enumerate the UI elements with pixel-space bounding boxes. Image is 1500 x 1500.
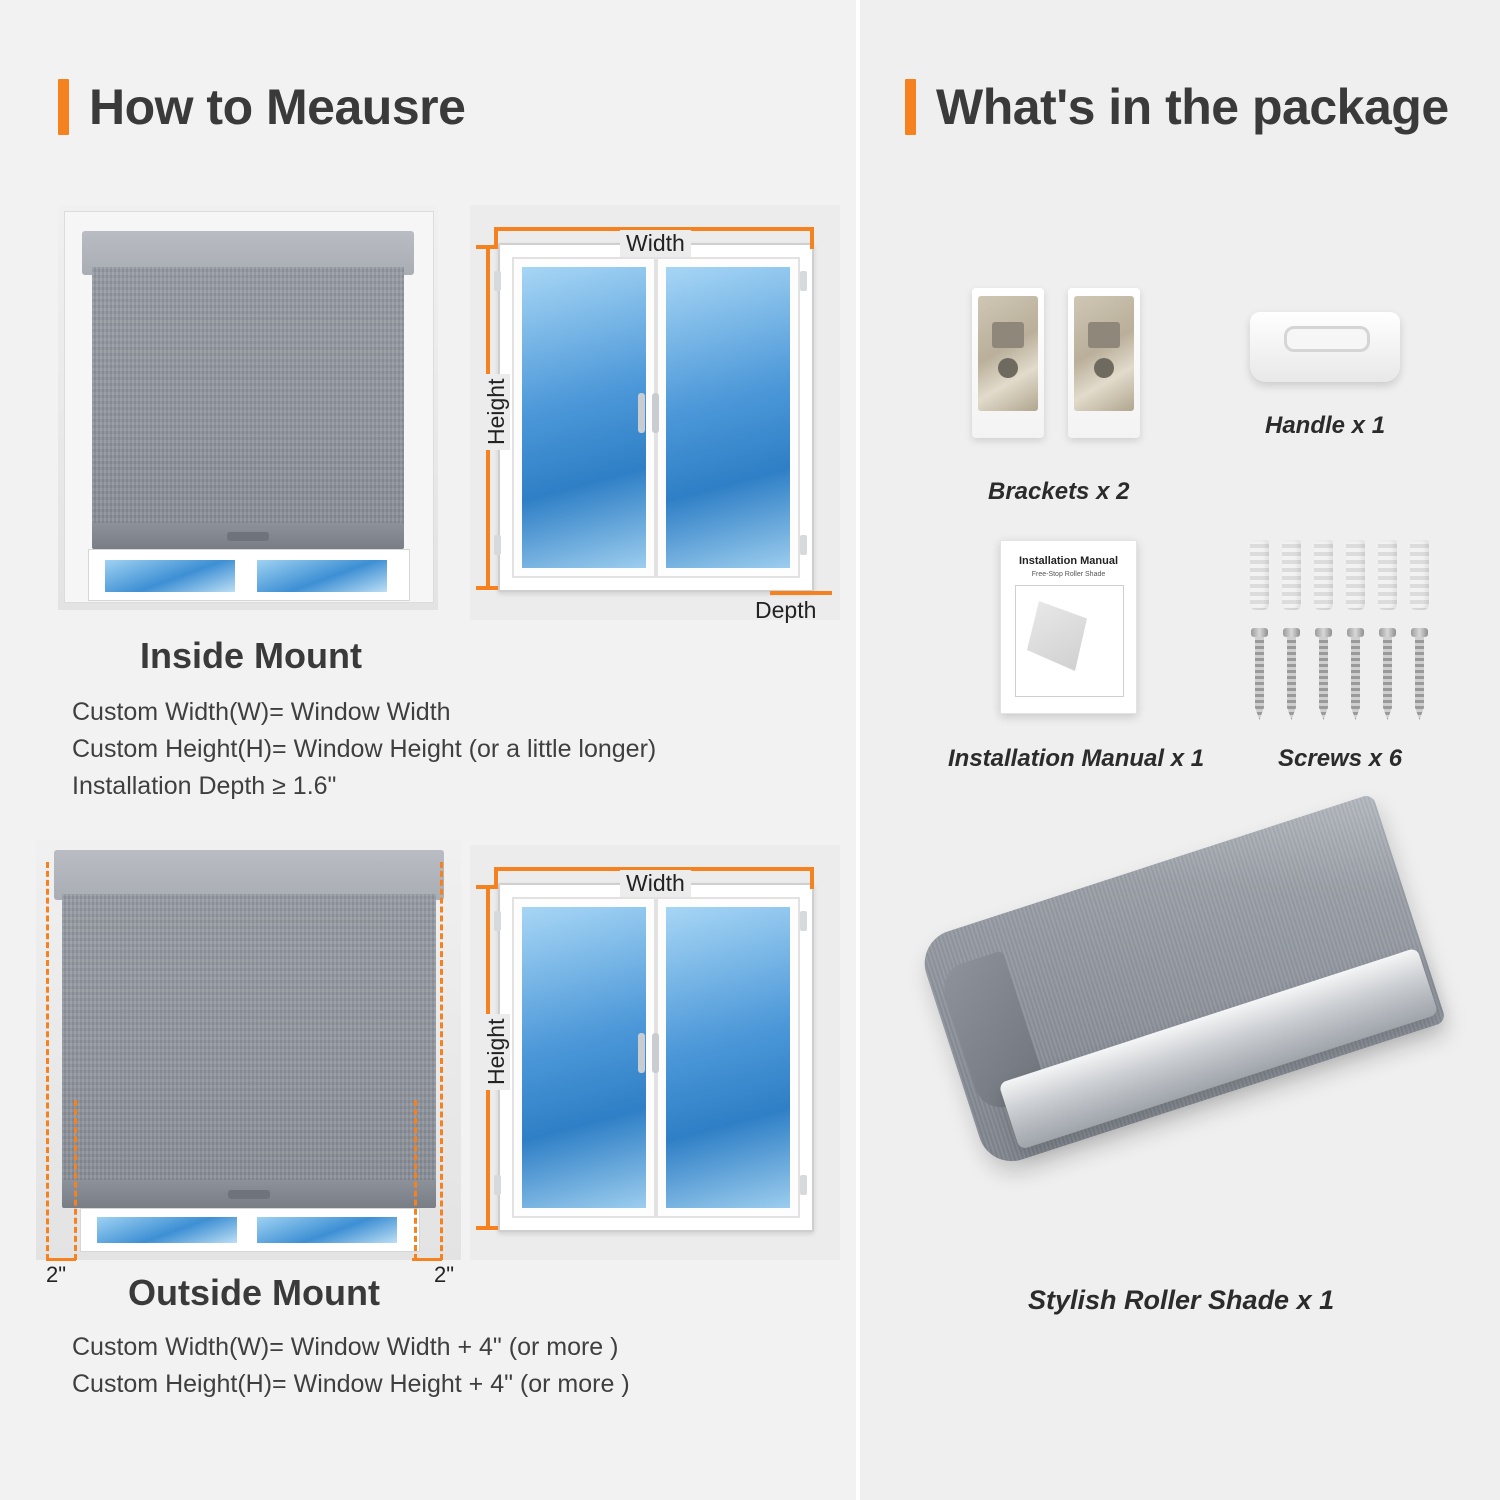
screw-head xyxy=(1347,628,1364,637)
outside-spec-line-2: Custom Height(H)= Window Height + 4" (or more ) xyxy=(72,1370,630,1398)
depth-dimension-line xyxy=(770,591,832,595)
screw-head xyxy=(1411,628,1428,637)
overhang-dash-inner-right xyxy=(414,1100,417,1260)
window-glass-right xyxy=(254,557,390,595)
handle-icon xyxy=(1250,312,1400,382)
height-cap-bottom-outside xyxy=(476,1226,498,1230)
window-hinge-bottom-left-outside xyxy=(494,1175,501,1195)
screw-head xyxy=(1315,628,1332,637)
height-label: Height xyxy=(483,374,510,450)
window-handle-right-outside xyxy=(652,1033,659,1073)
screw-icon xyxy=(1251,628,1268,720)
window-handle-left xyxy=(638,393,645,433)
wall-anchor-icon xyxy=(1250,540,1269,610)
screw-shaft xyxy=(1319,637,1328,720)
width-label-outside: Width xyxy=(620,870,691,897)
handle-label: Handle x 1 xyxy=(1265,412,1386,439)
inside-mount-photo xyxy=(58,205,438,610)
package-heading xyxy=(905,78,1449,136)
window-hinge-top-left xyxy=(494,271,501,291)
inside-spec-line-2: Custom Height(H)= Window Height (or a little longer) xyxy=(72,735,657,763)
width-cap-right-outside xyxy=(810,867,814,889)
bracket-icon xyxy=(972,288,1044,438)
screw-icon xyxy=(1283,628,1300,720)
window-hinge-top-right-outside xyxy=(800,911,807,931)
overhang-dash-left xyxy=(46,862,49,1260)
bracket-hole xyxy=(998,358,1018,378)
package-heading-text: What's in the package xyxy=(936,79,1449,135)
handle-grip xyxy=(1284,326,1370,352)
screw-head xyxy=(1283,628,1300,637)
depth-label: Depth xyxy=(755,597,817,623)
bracket-slot xyxy=(1088,322,1120,348)
shade-bottom-rail-outside xyxy=(62,1180,436,1208)
inside-mount-title: Inside Mount xyxy=(140,635,362,676)
manual-cover-subtitle: Free-Stop Roller Shade xyxy=(1031,571,1106,578)
height-cap-top xyxy=(476,245,498,249)
bracket-metal-body xyxy=(978,296,1038,411)
inside-spec-line-3: Installation Depth ≥ 1.6" xyxy=(72,772,337,800)
wall-anchor-icon xyxy=(1410,540,1429,610)
shade-fabric xyxy=(92,267,404,527)
window-sash-left-outside xyxy=(512,897,656,1218)
overhang-cap-right xyxy=(412,1258,442,1261)
window-glass-left xyxy=(102,557,238,595)
wall-anchor-icon xyxy=(1378,540,1397,610)
manual-icon xyxy=(1000,540,1137,714)
glass-pane-right xyxy=(666,267,790,568)
roller-shade-icon xyxy=(990,930,1470,1240)
overhang-label-left: 2" xyxy=(46,1262,67,1287)
screw-icon xyxy=(1315,628,1332,720)
wall-anchor-icon xyxy=(1346,540,1365,610)
width-cap-right xyxy=(810,227,814,249)
window-glass-left-outside xyxy=(94,1214,240,1246)
overhang-cap-left xyxy=(46,1258,76,1261)
bracket-slot xyxy=(992,322,1024,348)
window-hinge-bottom-right xyxy=(800,535,807,555)
bracket-hole xyxy=(1094,358,1114,378)
screw-shaft xyxy=(1383,637,1392,720)
screw-icon xyxy=(1411,628,1428,720)
bracket-icon xyxy=(1068,288,1140,438)
inside-spec-line-1: Custom Width(W)= Window Width xyxy=(72,698,451,726)
screws-label: Screws x 6 xyxy=(1278,745,1403,772)
brackets-label: Brackets x 2 xyxy=(988,478,1130,505)
overhang-dash-right xyxy=(440,862,443,1260)
shade-headrail-outside xyxy=(54,850,444,900)
glass-pane-left-outside xyxy=(522,907,646,1208)
bottom-rail-handle xyxy=(227,532,269,541)
bottom-rail-handle-outside xyxy=(228,1190,270,1199)
outside-mount-photo xyxy=(36,840,461,1260)
wall-anchor-icon xyxy=(1314,540,1333,610)
roller-shade-label: Stylish Roller Shade x 1 xyxy=(1028,1285,1335,1315)
bracket-metal-body xyxy=(1074,296,1134,411)
screw-head xyxy=(1251,628,1268,637)
glass-pane-right-outside xyxy=(666,907,790,1208)
glass-pane-left xyxy=(522,267,646,568)
manual-cover-title: Installation Manual xyxy=(1018,555,1118,567)
accent-bar xyxy=(58,79,69,135)
how-to-measure-heading xyxy=(58,78,465,136)
window-sash-left xyxy=(512,257,656,578)
window-hinge-bottom-right-outside xyxy=(800,1175,807,1195)
wall-anchor-icon xyxy=(1282,540,1301,610)
window-handle-left-outside xyxy=(638,1033,645,1073)
window-hinge-bottom-left xyxy=(494,535,501,555)
window-hinge-top-right xyxy=(800,271,807,291)
shade-bottom-rail xyxy=(92,523,404,549)
how-to-measure-heading-text: How to Meausre xyxy=(89,79,466,135)
outside-spec-line-1: Custom Width(W)= Window Width + 4" (or more ) xyxy=(72,1333,619,1361)
outside-mount-dimension-diagram xyxy=(470,845,840,1260)
package-contents-panel xyxy=(860,0,1500,1500)
screw-icon xyxy=(1347,628,1364,720)
window-handle-right xyxy=(652,393,659,433)
shade-fabric-outside xyxy=(62,894,436,1184)
height-cap-bottom xyxy=(476,586,498,590)
overhang-label-right: 2" xyxy=(434,1262,455,1287)
height-label-outside: Height xyxy=(483,1014,510,1090)
screw-shaft xyxy=(1351,637,1360,720)
screw-shaft xyxy=(1415,637,1424,720)
window-glass-right-outside xyxy=(254,1214,400,1246)
manual-label: Installation Manual x 1 xyxy=(948,745,1205,772)
screw-shaft xyxy=(1287,637,1296,720)
outside-mount-title: Outside Mount xyxy=(128,1272,380,1313)
window-sash-right xyxy=(656,257,800,578)
screw-icon xyxy=(1379,628,1396,720)
window-hinge-top-left-outside xyxy=(494,911,501,931)
height-cap-top-outside xyxy=(476,885,498,889)
overhang-dash-inner-left xyxy=(74,1100,77,1260)
width-label: Width xyxy=(620,230,691,257)
inside-mount-dimension-diagram xyxy=(470,205,840,623)
accent-bar-package xyxy=(905,79,916,135)
window-sash-right-outside xyxy=(656,897,800,1218)
screw-head xyxy=(1379,628,1396,637)
screw-shaft xyxy=(1255,637,1264,720)
